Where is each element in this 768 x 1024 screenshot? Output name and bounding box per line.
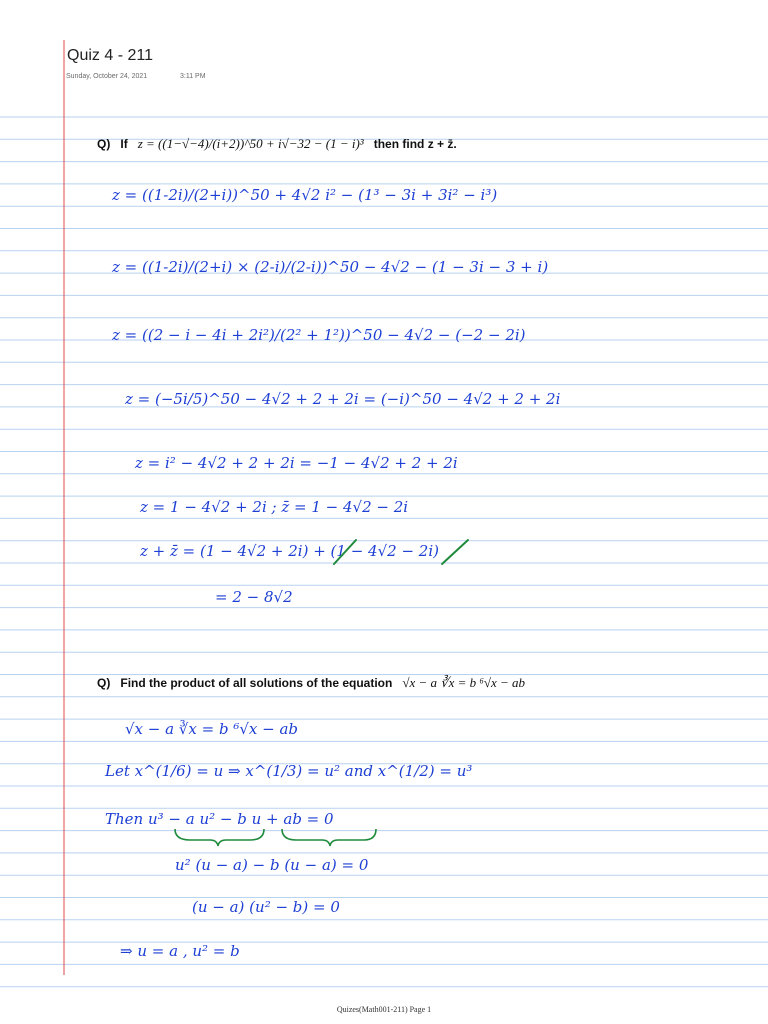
q2-work-line-3: Then u³ − a u² − b u + ab = 0: [105, 810, 334, 828]
question1-prefix: Q): [97, 137, 111, 151]
question1-expression: z = ((1−√−4)/(i+2))^50 + i√−32 − (1 − i)³: [137, 136, 364, 151]
page-time: 3:11 PM: [180, 73, 206, 80]
question2-prompt: [97, 675, 525, 691]
page-date: Sunday, October 24, 2021: [66, 73, 148, 80]
q1-work-line-7: z + z̄ = (1 − 4√2 + 2i) + (1 − 4√2 − 2i): [140, 542, 440, 560]
q1-work-line-6: z = 1 − 4√2 + 2i ; z̄ = 1 − 4√2 − 2i: [140, 498, 409, 516]
question2-text: Find the product of all solutions of the equation: [120, 676, 393, 690]
q1-work-line-3: z = ((2 − i − 4i + 2i²)/(2² + 1²))^50 − 4√2 − (−2 − 2i): [112, 326, 526, 344]
q1-answer: = 2 − 8√2: [215, 588, 293, 606]
q2-work-line-4: u² (u − a) − b (u − a) = 0: [175, 856, 369, 874]
cancel-marks: [330, 536, 480, 570]
q2-work-line-5: (u − a) (u² − b) = 0: [192, 898, 340, 916]
grouping-braces: [172, 826, 412, 848]
question1-suffix: then find z + z̄.: [373, 137, 457, 151]
page-footer: Quizes(Math001-211) Page 1: [336, 1005, 432, 1014]
question2-prefix: Q): [97, 676, 111, 690]
page-title: Quiz 4 - 211: [67, 47, 153, 64]
question1-if: If: [120, 137, 128, 151]
q2-work-line-6: ⇒ u = a , u² = b: [120, 942, 240, 960]
q1-work-line-4: z = (−5i/5)^50 − 4√2 + 2 + 2i = (−i)^50 − 4√2 + 2 + 2i: [125, 390, 561, 408]
question2-expression: √x − a ∛x = b ⁶√x − ab: [402, 675, 526, 690]
q1-work-line-2: z = ((1-2i)/(2+i) × (2-i)/(2-i))^50 − 4√2 − (1 − 3i − 3 + i): [112, 258, 549, 276]
q2-work-line-1: √x − a ∛x = b ⁶√x − ab: [125, 720, 299, 738]
q1-work-line-5: z = i² − 4√2 + 2 + 2i = −1 − 4√2 + 2 + 2i: [135, 454, 458, 472]
q1-work-line-1: z = ((1-2i)/(2+i))^50 + 4√2 i² − (1³ − 3i + 3i² − i³): [112, 186, 498, 204]
q2-work-line-2: Let x^(1/6) = u ⇒ x^(1/3) = u² and x^(1/2) = u³: [105, 762, 473, 780]
question1-prompt: [97, 136, 457, 152]
